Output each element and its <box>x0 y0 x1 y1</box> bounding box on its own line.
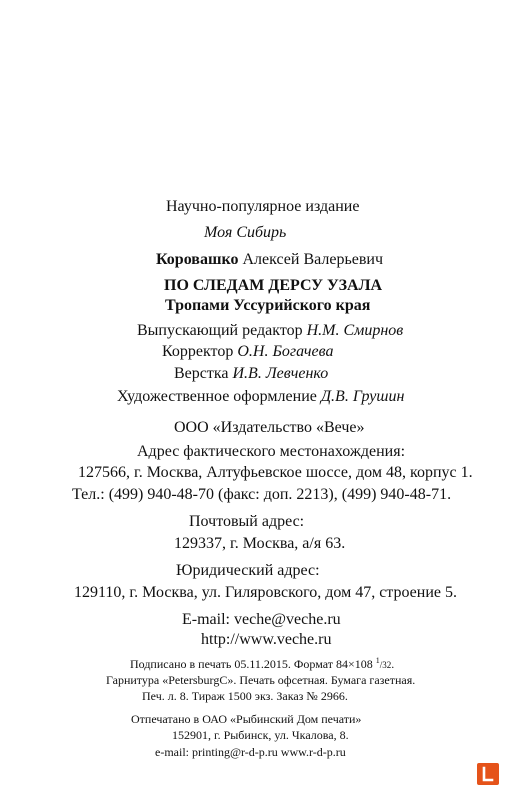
credit-name: И.В. Левченко <box>232 365 329 382</box>
author-given-names: Алексей Валерьевич <box>242 251 384 268</box>
printer-line1: Отпечатано в ОАО «Рыбинский Дом печати» <box>131 712 362 726</box>
credit-layout <box>174 366 328 382</box>
credit-name: Н.М. Смирнов <box>306 322 404 339</box>
credit-role: Выпускающий редактор <box>137 322 303 339</box>
print-info-line2: Гарнитура «PetersburgC». Печать офсетная. Бумага газетная. <box>106 673 416 687</box>
credit-proofreader <box>162 344 333 360</box>
format-fraction-denominator: /32 <box>379 660 392 670</box>
website-line: http://www.veche.ru <box>201 631 332 648</box>
legal-address-label: Юридический адрес: <box>176 562 320 579</box>
credit-role: Художественное оформление <box>117 388 317 405</box>
edition-type: Научно-популярное издание <box>166 198 360 215</box>
credit-role: Корректор <box>162 343 234 360</box>
print-info-period: . <box>391 657 395 671</box>
book-subtitle: Тропами Уссурийского края <box>165 297 371 314</box>
author-surname: Коровашко <box>156 251 239 268</box>
credit-role: Верстка <box>174 365 229 382</box>
credit-name: Д.В. Грушин <box>320 388 405 405</box>
actual-address-phone: Тел.: (499) 940-48-70 (факс: доп. 2213), (499) 940-48-71. <box>72 486 452 503</box>
credit-art <box>117 389 404 405</box>
author-line <box>156 252 383 268</box>
email-line: E-mail: veche@veche.ru <box>182 611 341 628</box>
format-fraction-numerator: 1 <box>375 656 380 665</box>
litres-logo-icon <box>477 763 499 785</box>
actual-address-label: Адрес фактического местонахождения: <box>137 443 406 460</box>
legal-address-line1: 129110, г. Москва, ул. Гиляровского, дом 47, строение 5. <box>74 584 457 601</box>
credit-editor <box>137 323 403 339</box>
actual-address-line1: 127566, г. Москва, Алтуфьевское шоссе, дом 48, корпус 1. <box>78 464 473 481</box>
series-name: Моя Сибирь <box>204 224 287 241</box>
printer-line3: e-mail: printing@r-d-p.ru www.r-d-p.ru <box>155 745 346 759</box>
print-signed-text: Подписано в печать 05.11.2015. Формат 84×108 <box>130 657 376 671</box>
credit-name: О.Н. Богачева <box>237 343 334 360</box>
print-info-line3: Печ. л. 8. Тираж 1500 экз. Заказ № 2966. <box>142 689 348 703</box>
postal-address-label: Почтовый адрес: <box>189 513 305 530</box>
publisher-name: ООО «Издательство «Вече» <box>174 419 365 436</box>
book-title: ПО СЛЕДАМ ДЕРСУ УЗАЛА <box>164 277 383 294</box>
print-info-line1 <box>130 657 394 670</box>
postal-address-line1: 129337, г. Москва, а/я 63. <box>174 535 346 552</box>
printer-line2: 152901, г. Рыбинск, ул. Чкалова, 8. <box>172 728 349 742</box>
